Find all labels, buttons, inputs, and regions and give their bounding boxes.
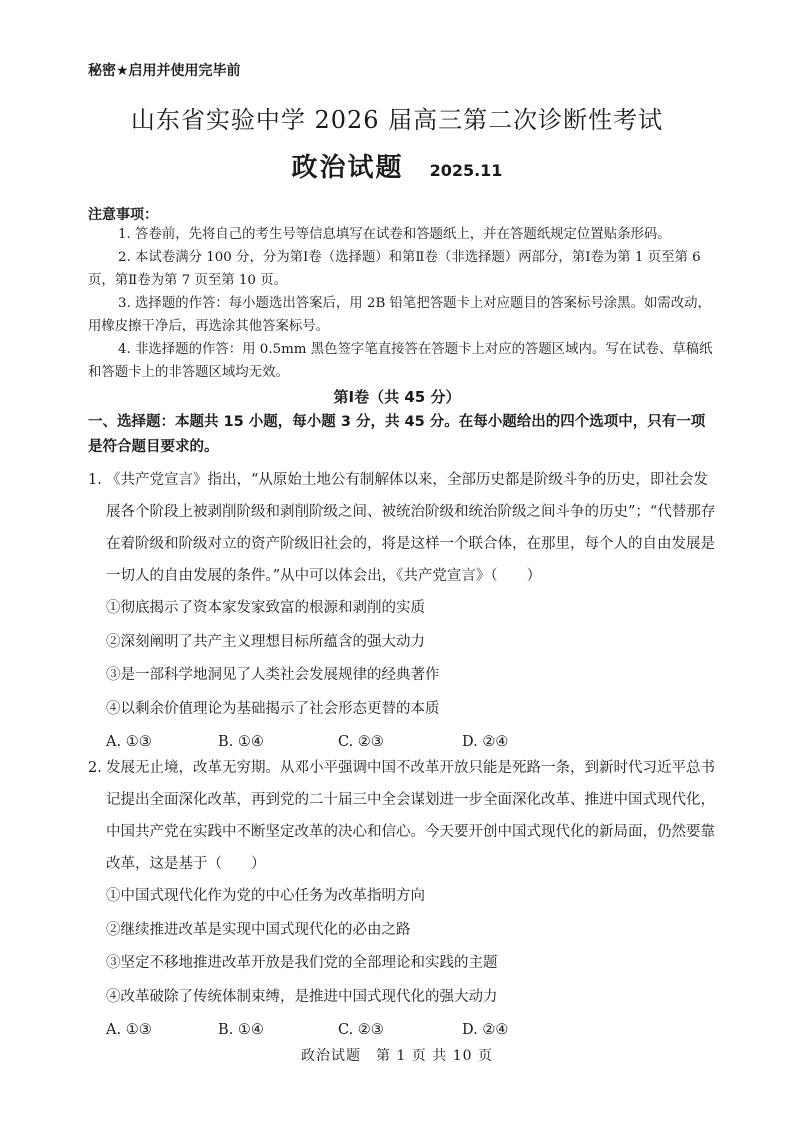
answer-choice-d: D. ②④ — [462, 734, 509, 750]
note-item: 1. 答卷前，先将自己的考生号等信息填写在试卷和答题纸上，并在答题纸规定位置贴条形码。 — [118, 227, 671, 242]
notes-list — [88, 223, 713, 384]
question-option: ②深刻阐明了共产主义理想目标所蕴含的强大动力 — [106, 633, 425, 650]
answer-choice-c: C. ②③ — [338, 1022, 384, 1038]
exam-subtitle — [0, 147, 794, 184]
note-item: 4. 非选择题的作答：用 0.5mm 黑色签字笔直接答在答题卡上对应的答题区域内。写在试卷、草稿纸和答题卡上的非答题区域均无效。 — [88, 342, 713, 380]
exam-date: 2025.11 — [429, 161, 503, 180]
question-text: 《共产党宣言》指出，“从原始土地公有制解体以来，全部历史都是阶级斗争的历史，即社会发展各个阶段上被剥削阶级和剥削阶级之间、被统治阶级和统治阶级之间斗争的历史”；“代替那存在着阶级和阶级对立的资产阶级旧社会的，将是这样一个联合体，在那里，每个人的自由发展是一切人的自由发展的条件。”从中可以体会出，《共产党宣言》（ ） — [106, 472, 716, 584]
question-number: 1. — [88, 472, 102, 488]
notes-heading: 注意事项： — [88, 207, 158, 223]
question-option: ③是一部科学地洞见了人类社会发展规律的经典著作 — [106, 667, 440, 683]
confidential-label: 秘密★启用并使用完毕前 — [88, 63, 241, 79]
note-item: 2. 本试卷满分 100 分，分为第Ⅰ卷（选择题）和第Ⅱ卷（非选择题）两部分，第Ⅰ卷为第 1 页至第 6 页，第Ⅱ卷为第 7 页至第 10 页。 — [88, 250, 701, 288]
answer-choice-b: B. ①④ — [218, 734, 264, 750]
question-option: ①中国式现代化作为党的中心任务为改革指明方向 — [106, 888, 425, 904]
question-option: ③坚定不移地推进改革开放是我们党的全部理论和实践的主题 — [106, 955, 498, 971]
question-text: 发展无止境，改革无穷期。从邓小平强调中国不改革开放只能是死路一条，到新时代习近平总书记提出全面深化改革，再到党的二十届三中全会谋划进一步全面深化改革、推进中国式现代化，中国共产党在实践中不断坚定改革的决心和信心。今天要开创中国式现代化的新局面，仍然要靠改革，这是基于（ ） — [106, 760, 715, 872]
question-option: ④改革破除了传统体制束缚，是推进中国式现代化的强大动力 — [106, 988, 498, 1005]
question-1 — [88, 464, 718, 759]
page-footer: 政治试题 第 1 页 共 10 页 — [301, 1048, 493, 1064]
question-2 — [88, 752, 718, 1047]
question-number: 2. — [88, 760, 102, 776]
answer-choice-a: A. ①③ — [106, 1022, 152, 1038]
answer-choice-a: A. ①③ — [106, 734, 152, 750]
answer-choice-b: B. ①④ — [218, 1022, 264, 1038]
answer-choice-c: C. ②③ — [338, 734, 384, 750]
exam-title: 山东省实验中学 2026 届高三第二次诊断性考试 — [130, 106, 664, 134]
answer-choices — [88, 1014, 718, 1047]
answer-choice-d: D. ②④ — [462, 1022, 509, 1038]
section-title: 第Ⅰ卷（共 45 分） — [333, 388, 461, 406]
question-option: ②继续推进改革是实现中国式现代化的必由之路 — [106, 921, 411, 938]
question-option: ④以剩余价值理论为基础揭示了社会形态更替的本质 — [106, 700, 440, 717]
question-stem — [88, 464, 718, 592]
question-stem — [88, 752, 718, 880]
section-instruction: 一、选择题：本题共 15 小题，每小题 3 分，共 45 分。在每小题给出的四个选项中，只有一项是符合题目要求的。 — [88, 414, 706, 455]
question-option: ①彻底揭示了资本家发家致富的根源和剥削的实质 — [106, 600, 425, 616]
subject-title: 政治试题 — [291, 153, 404, 183]
note-item: 3. 选择题的作答：每小题选出答案后，用 2B 铅笔把答题卡上对应题目的答案标号涂黑。如需改动，用橡皮擦干净后，再选涂其他答案标号。 — [88, 296, 711, 334]
